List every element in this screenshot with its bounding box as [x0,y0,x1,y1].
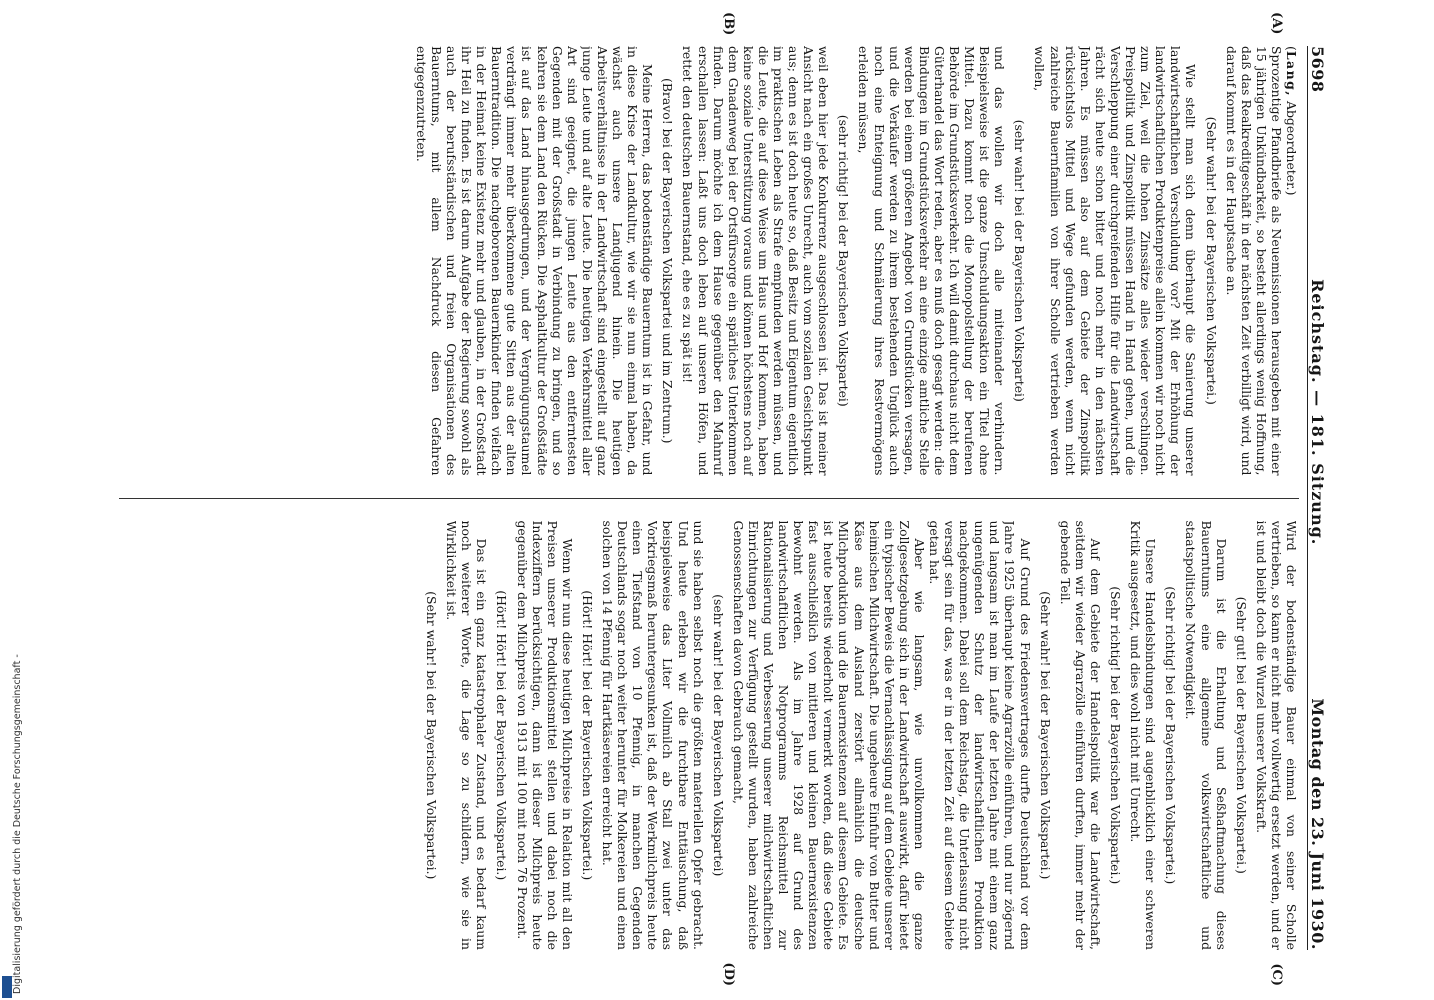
interjection: (Sehr wahr! bei der Bayerischen Volkspartei.) [1037,591,1053,880]
session-title: Reichstag. — 181. Sitzung. [1308,279,1327,546]
session-date: Montag den 23. Juni 1930. [1308,698,1327,950]
column-divider [119,498,1299,499]
paragraph: Meine Herren, das bodenständige Bauerntum ist in Gefahr, und in diese Krise der Landkultur, wie wir sie nun einmal haben, da wächst auch unsere Landjugend hinein. Die heutigen Arbeitsverhältnisse in der Landwirtschaft sind eingestellt auf ganz junge Leute und auf alte Leute. Die heutigen Verkehrsmittel aller Art sind geeignet, die jungen Leute aus den entferntesten Gegenden mit der Großstadt in Verbindung zu bringen, und so kehren sie dem Land den Rücken. Die Asphaltkultur der Großstädte ist auf das Land hinausgedrungen, und der Vergnügungstaumel verdrängt immer mehr überkommene gute Sitten aus der alten Bauerntradition. Die nachgeborenen Bauernkinder finden vielfach in der Heimat keine Existenz mehr und glauben, in der Großstadt ihr Heil zu finden. Es ist darum Aufgabe der Regierung sowohl als auch der berufsständischen und freien Organisationen des Bauerntums, mit allem Nachdruck diesen Gefahren entgegenzutreten. [413,46,656,476]
paragraph: und das wollen wir doch alle miteinander verhindern. Beispielsweise ist die ganze Umschuldungsaktion ein Titel ohne Mittel. Dazu kommt noch die Monopolstellung der berufenen Behörde im Grundstücksverkehr. Ich will damit durchaus nicht dem Güterhandel das Wort reden, aber es muß doch gesagt werden: die Bindungen im Grundstücksverkehr an eine einzige amtliche Stelle werden bei einem größeren Angebot von Grundstücken versagen, und die Verkäufer werden zu ihrem bestehenden Unglück auch noch eine Enteignung und Schmälerung ihres Restvermögens erleiden müssen, [856,46,1008,476]
interjection: (Sehr richtig! bei der Bayerischen Volkspartei.) [1108,586,1124,885]
interjection: (Bravo! bei der Bayerischen Volkspartei und im Zentrum.) [660,77,676,444]
paragraph: Wird der bodenständige Bauer einmal von seiner Scholle vertrieben, so kann er nicht mehr vollwertig ersetzt werden, und er ist und bleibt doch die Wurzel unserer Volkskraft. [1253,520,1299,950]
interjection: (Hört! Hört! bei der Bayerischen Volkspartei.) [494,590,510,881]
paragraph: Sprozentige Pfandbriefe als Neuemissionen herausgeben mit einer 15 jährigen Unkündbarkeit, so besteht allerdings wenig Hoffnung, daß das Realkreditgeschäft in der nächsten Zeit verbilligt wird, und darauf kommt es in der Hauptsache an. [1223,46,1284,476]
interjection: (sehr wahr! bei der Bayerischen Volkspartei) [1012,119,1028,402]
interjection: (Sehr gut! bei der Bayerischen Volkspartei.) [1233,596,1249,874]
digitization-footnote [0,0,23,1000]
left-column [119,46,1299,476]
right-column [119,521,1299,951]
margin-marker-a: (A) [1269,12,1284,35]
dfg-logo-icon [2,976,12,998]
paragraph: Wie stellt man sich denn überhaupt die Sanierung unserer landwirtschaftlichen Verschuldung vor? Mit der Erhöhung der landwirtschaftlichen Produktenpreise allein kommen wir noch nicht zum Ziel, weil die hohen Zinssätze alles wieder verschlingen. Preispolitik und Zinspolitik müssen Hand in Hand gehen, und die Verschleppung einer durchgreifenden Hilfe für die Landwirtschaft rächt sich heute schon bitter und noch mehr in den nächsten Jahren. Es müssen also auf dem Gebiete der Zinspolitik rücksichtslos Mittel und Wege gefunden werden, wenn nicht zahlreiche Bauernfamilien von ihrer Scholle vertrieben werden wollen, [1032,46,1199,476]
paragraph: Darum ist die Erhaltung und Seßhaftmachung dieses Bauerntums eine allgemeine volkswirtschaftliche und staatspolitische Notwendigkeit. [1183,520,1229,950]
footnote-text: Digitalisierung gefördert durch die Deutsche Forschungsgemeinschaft - [12,654,23,994]
margin-marker-c: (C) [1269,963,1284,986]
interjection: (Hört! Hört! bei der Bayerischen Volkspartei.) [579,590,595,881]
paragraph: Aber wie langsam, wie unvollkommen die ganze Zollgesetzgebung sich in der Landwirtschaft auswirkt, dafür bietet ein typischer Beweis die Vernachlässigung auf dem Gebiete unserer heimischen Milchwirtschaft. Die ungeheure Einfuhr von Butter und Käse aus dem Ausland zerstört allmählich die deutsche Milchproduktion und die Bauernexistenzen auf diesem Gebiete. Es ist heute bereits wiederholt vermerkt worden, daß diese Gebiete fast ausschließlich von mittleren und kleinen Bauernexistenzen bewohnt werden. Als im Jahre 1928 auf Grund des landwirtschaftlichen Notprogramms Reichsmittel zur Rationalisierung und Verbesserung unserer milchwirtschaftlichen Einrichtungen zur Verfügung gestellt wurden, haben zahlreiche Genossenschaften davon Gebrauch gemacht, [730,520,927,950]
interjection: (sehr wahr! bei der Bayerischen Volkspartei) [710,594,726,877]
interjection: (Sehr richtig! bei der Bayerischen Volkspartei.) [1163,586,1179,885]
paragraph: Wenn wir nun diese heutigen Milchpreise in Relation mit all den Preisen unserer Produktionsmittel stellen und dabei noch die Indexziffern berücksichtigen, dann ist dieser Milchpreis heute gegenüber dem Milchpreis von 1913 mit 100 mit noch 76 Prozent. [514,520,575,950]
speaker-line: (Lang, Abgeordneter.) [1284,46,1299,196]
margin-marker-b: (B) [721,12,736,36]
speaker-name: Lang, [1284,50,1299,98]
text-columns [119,46,1299,950]
paragraph: Auf Grund des Friedensvertrages durfte Deutschland vor dem Jahre 1925 überhaupt keine Agrarzölle einführen, und nur zögernd und langsam ist man im Laufe der letzten Jahre mit einem ganz ungenügenden Schutz der landwirtschaftlichen Produktion nachgekommen. Dabei soll dem Reichstag, die Unterlassung nicht versagt sein für das, was er in der letzten Zeit auf diesem Gebiete getan hat. [927,520,1033,950]
paragraph: Auf dem Gebiete der Handelspolitik war die Landwirtschaft, seitdem wir wieder Agrarzölle einführen durften, immer mehr der gebende Teil. [1057,520,1103,950]
page-header [1307,46,1334,950]
paragraph: Unsere Handelsbindungen sind augenblicklich einer schweren Kritik ausgesetzt, und dies wohl nicht mit Unrecht. [1128,520,1159,950]
interjection: (Sehr wahr! bei der Bayerischen Volkspartei.) [1203,116,1219,405]
interjection: (Sehr wahr! bei der Bayerischen Volkspartei.) [424,591,440,880]
interjection: (sehr richtig! bei der Bayerischen Volkspartei) [836,114,852,407]
paragraph: weil eben hier jede Konkurrenz ausgeschlossen ist. Das ist meiner Ansicht nach ein großes Unrecht, auch vom sozialen Gesichtspunkt aus; denn es ist doch heute so, daß Besitz und Eigentum eigentlich im praktischen Leben als Strafe empfunden werden müssen, und die Leute, die auf diese Weise um Haus und Hof kommen, haben keine soziale Unterstützung voraus und können höchstens noch auf dem Gnadenweg bei der Ortsfürsorge ein spärliches Unterkommen finden. Darum möchte ich dem Hause gegenüber den Mahnruf erschallen lassen: Laßt uns doch leben auf unseren Höfen, und rettet den deutschen Bauernstand, ehe es zu spät ist! [680,46,832,476]
margin-marker-d: (D) [721,962,736,986]
paragraph: und sie haben selbst noch die größten materiellen Opfer gebracht. Und heute erleben wir die furchtbare Enttäuschung, daß beispielsweise das Liter Vollmilch ab Stall zwei unter das Vorkriegsmaß heruntergesunken ist, daß der Werkmilchpreis heute einen Tiefstand von 10 Pfennig, in manchen Gegenden Deutschlands sogar noch weiter herunter für Molkereien und einen solchen von 14 Pfennig für Hartkäsereien erreicht hat. [600,520,706,950]
page-number: 5698 [1308,46,1327,93]
paragraph: Das ist ein ganz katastrophaler Zustand, und es bedarf kaum noch weiterer Worte, die Lage so zu schildern, wie sie in Wirklichkeit ist. [444,520,490,950]
speaker-role: Abgeordneter.) [1284,97,1299,196]
